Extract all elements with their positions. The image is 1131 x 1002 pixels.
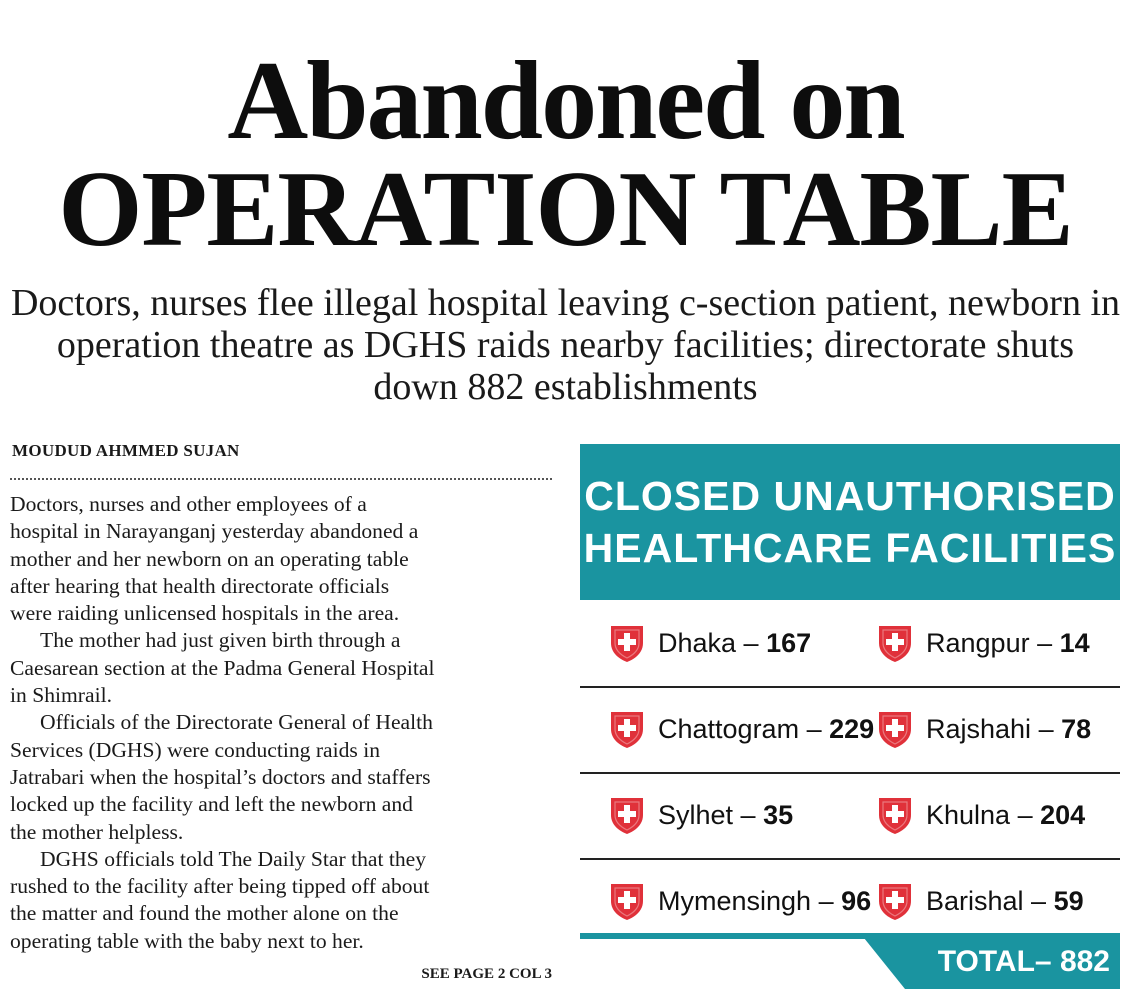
total-value: 882 bbox=[1059, 945, 1110, 978]
story-line: hospital in Narayanganj yesterday abandoned a bbox=[10, 519, 419, 544]
division-entry bbox=[876, 600, 1090, 686]
medical-cross-shield-icon bbox=[876, 709, 914, 749]
story-line: mother and her newborn on an operating table bbox=[10, 546, 409, 571]
story-line: after hearing that health directorate officials bbox=[10, 573, 390, 598]
division-count: 78 bbox=[1061, 713, 1092, 744]
story-line: Officials of the Directorate General of Health bbox=[40, 710, 433, 735]
division-entry bbox=[876, 858, 1084, 944]
medical-cross-shield-icon bbox=[876, 881, 914, 921]
story-line: were raiding unlicensed hospitals in the area. bbox=[10, 601, 400, 626]
medical-cross-shield-icon bbox=[876, 795, 914, 835]
story-line: the mother helpless. bbox=[10, 819, 184, 844]
division-row bbox=[580, 600, 1120, 688]
division-count: 96 bbox=[841, 885, 872, 916]
division-name: Dhaka bbox=[658, 627, 737, 658]
division-count: 229 bbox=[829, 713, 875, 744]
story-line: Services (DGHS) were conducting raids in bbox=[10, 737, 380, 762]
division-row bbox=[580, 686, 1120, 774]
medical-cross-shield-icon bbox=[608, 709, 646, 749]
division-separator: – bbox=[733, 799, 764, 830]
byline: MOUDUD AHMMED SUJAN bbox=[12, 441, 240, 460]
division-name: Rangpur bbox=[926, 627, 1030, 658]
total-separator: – bbox=[1034, 945, 1060, 978]
story-body bbox=[10, 491, 555, 955]
division-entry bbox=[876, 686, 1091, 772]
division-name: Barishal bbox=[926, 885, 1024, 916]
story-line: Doctors, nurses and other employees of a bbox=[10, 492, 367, 516]
deck-subheadline: Doctors, nurses flee illegal hospital leaving c-section patient, newborn in operation theatre as DGHS raids nearby facilities; directorate shuts down 882 establishments bbox=[10, 282, 1121, 408]
story-line: rushed to the facility after being tipped off about bbox=[10, 874, 430, 899]
story-line: Jatrabari when the hospital’s doctors and staffers bbox=[10, 764, 431, 789]
division-entry bbox=[876, 772, 1085, 858]
story-line: Caesarean section at the Padma General Hospital bbox=[10, 655, 435, 680]
division-separator: – bbox=[811, 885, 842, 916]
division-row bbox=[580, 772, 1120, 860]
division-entry bbox=[608, 600, 811, 686]
division-separator: – bbox=[1023, 885, 1054, 916]
division-separator: – bbox=[736, 627, 767, 658]
story-line: in Shimrail. bbox=[10, 683, 112, 708]
story-line: operating table with the baby next to her. bbox=[10, 928, 364, 953]
division-separator: – bbox=[1031, 713, 1062, 744]
division-separator: – bbox=[1029, 627, 1060, 658]
headline-line-2: OPERATION TABLE bbox=[58, 150, 1073, 269]
division-separator: – bbox=[799, 713, 830, 744]
division-separator: – bbox=[1010, 799, 1041, 830]
total-label-text: TOTAL bbox=[937, 945, 1035, 978]
division-count: 14 bbox=[1059, 627, 1090, 658]
medical-cross-shield-icon bbox=[876, 623, 914, 663]
division-name: Khulna bbox=[926, 799, 1011, 830]
division-name: Chattogram bbox=[658, 713, 800, 744]
division-name: Mymensingh bbox=[658, 885, 812, 916]
medical-cross-shield-icon bbox=[608, 881, 646, 921]
division-count: 59 bbox=[1053, 885, 1084, 916]
sidebar-title bbox=[580, 444, 1120, 600]
division-count: 204 bbox=[1040, 799, 1086, 830]
division-entry bbox=[608, 772, 793, 858]
continued-on-jump-link[interactable]: SEE PAGE 2 COL 3 bbox=[421, 966, 552, 982]
sidebar-title-line-2: HEALTHCARE FACILITIES bbox=[583, 525, 1117, 571]
division-count: 167 bbox=[766, 627, 812, 658]
division-name: Rajshahi bbox=[926, 713, 1032, 744]
story-line: the matter and found the mother alone on the bbox=[10, 901, 399, 926]
medical-cross-shield-icon bbox=[608, 795, 646, 835]
division-entry bbox=[608, 686, 874, 772]
story-line: locked up the facility and left the newborn and bbox=[10, 792, 413, 817]
headline-line-1: Abandoned on bbox=[227, 39, 904, 163]
division-count: 35 bbox=[763, 799, 794, 830]
division-name: Sylhet bbox=[658, 799, 734, 830]
sidebar-title-line-1: CLOSED UNAUTHORISED bbox=[584, 473, 1116, 519]
story-line: The mother had just given birth through a bbox=[40, 628, 401, 653]
division-entry bbox=[608, 858, 871, 944]
total-label bbox=[900, 945, 1110, 979]
division-row bbox=[580, 858, 1120, 944]
medical-cross-shield-icon bbox=[608, 623, 646, 663]
byline-divider bbox=[10, 478, 552, 480]
story-line: DGHS officials told The Daily Star that they bbox=[40, 846, 427, 871]
